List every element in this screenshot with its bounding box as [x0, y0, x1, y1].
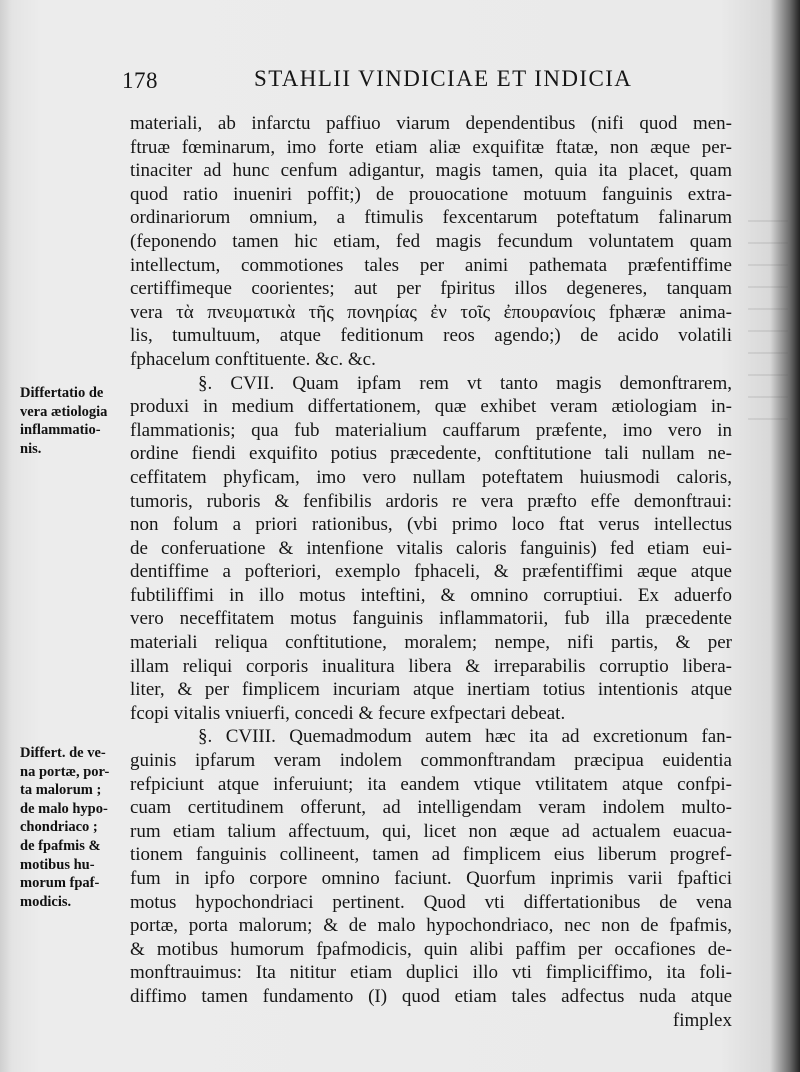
body-line: & motibus humorum fpafmodicis, quin alibi paffim per occafiones de- — [130, 938, 732, 960]
body-line: tionem fanguinis collineent, tamen ad fimplicem eius liberum progref- — [130, 844, 732, 866]
body-line: ordinariorum omnium, a ftimulis fexcentarum poteftatum falinarum — [130, 207, 732, 229]
margin-note-line: de malo hypo- — [20, 800, 108, 817]
body-line: flammationis; qua fub materialium cauffarum præfente, imo vero in — [130, 419, 732, 441]
body-line: vera τὰ πνευματικὰ τῆς πονηρίας ἐν τοῖς ἐπουρανίοις fphæræ anima- — [130, 301, 732, 323]
catchword: fimplex — [672, 1009, 732, 1031]
body-line: materiali, ab infarctu paffiuo viarum dependentibus (nifi quod men- — [130, 113, 732, 134]
body-line: fubtiliffimi in illo motus inteftini, & omnino corruptiui. Ex aduerfo — [130, 584, 732, 606]
body-line: (feponendo tamen hic etiam, fed magis fecundum voluntatem quam — [130, 230, 732, 252]
body-line: rum etiam talium affectuum, qui, licet non æque ad actualem euacua- — [130, 820, 732, 842]
margin-note-line: modicis. — [20, 893, 72, 910]
body-line: tinaciter ad hunc cenfum adigantur, magis tamen, quia ita placet, quam — [130, 160, 732, 182]
margin-note-line: chondriaco ; — [20, 819, 98, 836]
margin-note-line: na portæ, por- — [20, 763, 110, 780]
body-line: fcopi vitalis vniuerfi, concedi & fecure exfpectari debeat. — [130, 702, 566, 724]
bleed-through-shadow — [748, 220, 788, 420]
body-line: motus hypochondriaci pertinent. Quod vti differtationibus de vena — [130, 891, 732, 913]
margin-note-line: vera ætiologia — [20, 403, 108, 420]
body-line: illam reliqui corporis inualitura libera & irreparabilis corruptio libera- — [130, 655, 732, 677]
margin-note-line: morum fpaf- — [20, 875, 100, 892]
margin-note-line: ta malorum ; — [20, 782, 102, 799]
body-line: monftrauimus: Ita nititur etiam duplici illo vti fimpliciffimo, ita foli- — [130, 962, 732, 984]
body-line: refpiciunt atque inferuiunt; ita eandem vtique vtilitatem atque confpi- — [130, 773, 732, 795]
margin-note-line: Differtatio de — [20, 385, 104, 401]
body-line: fum in ipfo corpore omnino faciunt. Quorfum inprimis varii fpaftici — [130, 868, 732, 889]
body-line: fphacelum conftituente. &c. &c. — [130, 348, 376, 370]
body-line: lis, tumultuum, atque feditionum reos agendo;) de acido volatili — [130, 325, 732, 347]
margin-note-inflammation — [20, 384, 128, 458]
body-line: intellectum, commotiones tales per animi pathemata præfentiffime — [130, 254, 732, 276]
section-heading-cvii: §. CVII. Quam ipfam rem vt tanto magis demonftrarem, — [198, 372, 732, 394]
page-number: 178 — [122, 68, 158, 93]
section-heading-cviii: §. CVIII. Quemadmodum autem hæc ita ad excretionum fan- — [198, 726, 732, 748]
body-line: vero neceffitatem motus fanguinis inflammatorii, fub illa præcedente — [130, 608, 732, 630]
margin-note-vena-portae — [20, 744, 128, 911]
body-line: ceffitatem phyficam, imo vero nullam poteftatem huiusmodi caloris, — [130, 466, 732, 488]
body-line: tumoris, ruboris & fenfibilis ardoris re vera præfto effe demonftraui: — [130, 490, 732, 512]
body-line: diffimo tamen fundamento (I) quod etiam tales adfectus nuda atque — [130, 985, 732, 1007]
body-line: ordine fiendi exquifito potius præcedente, conftitutione tali nullam ne- — [130, 443, 732, 465]
margin-note-line: de fpafmis & — [20, 837, 101, 854]
margin-note-line: Differt. de ve- — [20, 745, 106, 761]
body-line: quod ratio inueniri poffit;) de prouocatione motuum fanguinis extra- — [130, 183, 732, 205]
body-line: dentiffime a pofteriori, exemplo fphaceli, & præfentiffimi æque atque — [130, 561, 732, 583]
body-line: materiali reliqua conftitutione, moralem; nempe, nifi partis, & per — [130, 632, 732, 654]
body-line: produxi in medium differtationem, quæ exhibet veram ætiologiam in- — [130, 396, 732, 418]
margin-note-line: nis. — [20, 440, 42, 457]
page-header — [122, 66, 742, 102]
body-line: certiffimeque coorientes; aut per fpiritus illos degeneres, tanquam — [130, 278, 732, 300]
body-line: de conferuatione & intenfione vitalis caloris fanguinis) fed etiam eui- — [130, 537, 732, 559]
body-line: liter, & per fimplicem incuriam atque inertiam totius intentionis atque — [130, 679, 732, 701]
body-text — [130, 112, 732, 1032]
running-title: STAHLII VINDICIAE ET INDICIA — [254, 66, 633, 91]
body-line: cuam certitudinem offerunt, ad intelligendam veram indolem multo- — [130, 797, 732, 819]
margin-note-line: inflammatio- — [20, 422, 101, 439]
body-line: ftruæ fœminarum, imo forte etiam aliæ exquifitæ ftatæ, non æque per- — [130, 136, 732, 158]
body-line: portæ, porta malorum; & de malo hypochondriaco, nec non de fpafmis, — [130, 915, 732, 937]
body-line: non folum a priori rationibus, (vbi primo loco ftat verus intellectus — [130, 514, 732, 536]
margin-note-line: motibus hu- — [20, 856, 95, 873]
body-line: guinis ipfarum veram indolem commonftrandam præcipua euidentia — [130, 750, 732, 772]
